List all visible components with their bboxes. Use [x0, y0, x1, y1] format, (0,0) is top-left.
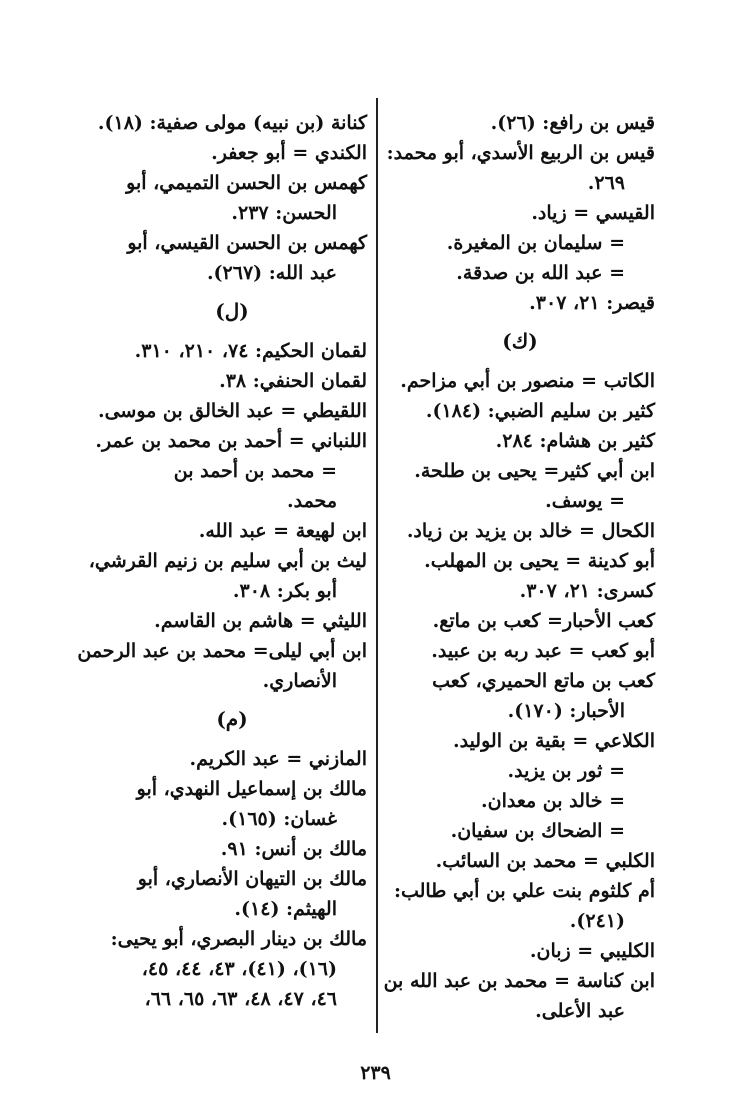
index-entry-continuation: (٢٤١).: [569, 910, 625, 932]
index-entry: ابن لهيعة = عبد الله.: [198, 520, 367, 542]
index-entry-continuation: = الضحاك بن سفيان.: [450, 820, 625, 842]
index-entry: المازني = عبد الكريم.: [189, 748, 367, 770]
index-entry-continuation: غسان: (١٦٥).: [221, 808, 337, 830]
index-column-left: [77, 108, 367, 1014]
index-entry: كسرى: ٢١، ٣٠٧.: [519, 580, 655, 602]
index-entry: كهمس بن الحسن التميمي، أبو: [126, 172, 367, 194]
index-entry: الكحال = خالد بن يزيد بن زياد.: [406, 520, 655, 542]
index-entry-continuation: ٢٦٩.: [587, 172, 625, 194]
index-entry: اللنباني = أحمد بن محمد بن عمر.: [95, 430, 367, 452]
index-entry-continuation: الهيثم: (١٤).: [234, 898, 337, 920]
index-entry: ابن كناسة = محمد بن عبد الله بن: [383, 970, 655, 992]
section-heading-kaf: (ك): [502, 329, 538, 353]
index-entry: أبو كعب = عبد ربه بن عبيد.: [431, 640, 655, 662]
index-entry: ابن أبي كثير= يحيى بن طلحة.: [414, 460, 655, 482]
index-entry: قيس بن رافع: (٢٦).: [490, 112, 655, 134]
index-entry-continuation: (١٦)، (٤١)، ٤٣، ٤٤، ٤٥،: [141, 958, 337, 980]
index-entry: كعب الأحبار= كعب بن ماتع.: [432, 610, 655, 632]
column-divider: [376, 98, 378, 1033]
section-heading-lam: (ل): [215, 299, 249, 323]
index-entry-continuation: = عبد الله بن صدقة.: [456, 262, 625, 284]
index-entry-continuation: الأنصاري.: [262, 670, 337, 692]
index-entry: ليث بن أبي سليم بن زنيم القرشي،: [88, 550, 367, 572]
index-entry: مالك بن إسماعيل النهدي، أبو: [136, 778, 367, 800]
index-entry-continuation: = خالد بن معدان.: [481, 790, 625, 812]
index-entry-continuation: = يوسف.: [545, 490, 625, 512]
index-entry: ابن أبي ليلى= محمد بن عبد الرحمن: [77, 640, 367, 662]
index-column-right: [385, 108, 655, 1026]
index-entry-continuation: = محمد بن أحمد بن: [173, 460, 337, 482]
section-heading-mim: (م): [216, 707, 248, 731]
index-entry: كثير بن سليم الضبي: (١٨٤).: [425, 400, 655, 422]
index-entry: القيسي = زياد.: [531, 202, 655, 224]
index-entry-continuation: الحسن: ٢٣٧.: [231, 202, 337, 224]
index-entry: الكلبي = محمد بن السائب.: [435, 850, 655, 872]
index-entry-continuation: ٤٦، ٤٧، ٤٨، ٦٣، ٦٥، ٦٦،: [144, 988, 337, 1010]
index-entry-continuation: عبد الأعلى.: [535, 1000, 625, 1022]
index-entry: لقمان الحكيم: ٧٤، ٢١٠، ٣١٠.: [134, 340, 367, 362]
index-entry-continuation: = ثور بن يزيد.: [507, 760, 625, 782]
index-entry-continuation: = سليمان بن المغيرة.: [446, 232, 625, 254]
index-entry: كعب بن ماتع الحميري، كعب: [432, 670, 655, 692]
index-entry: الليثي = هاشم بن القاسم.: [154, 610, 367, 632]
index-entry: لقمان الحنفي: ٣٨.: [219, 370, 367, 392]
page-number: ٢٣٩: [360, 1062, 391, 1084]
index-entry: كهمس بن الحسن القيسي، أبو: [127, 232, 367, 254]
index-entry: الكلاعي = بقية بن الوليد.: [452, 730, 655, 752]
index-entry: أبو كدينة = يحيى بن المهلب.: [424, 550, 655, 572]
index-entry: كنانة (بن نبيه) مولى صفية: (١٨).: [97, 112, 367, 134]
index-entry: الكليبي = زبان.: [529, 940, 655, 962]
index-entry: قيس بن الربيع الأسدي، أبو محمد:: [386, 142, 655, 164]
index-entry-continuation: الأحبار: (١٧٠).: [507, 700, 625, 722]
index-entry: مالك بن أنس: ٩١.: [220, 838, 367, 860]
index-entry: اللقيطي = عبد الخالق بن موسى.: [97, 400, 367, 422]
index-entry-continuation: محمد.: [286, 490, 337, 512]
index-entry: الكاتب = منصور بن أبي مزاحم.: [400, 370, 655, 392]
index-entry: الكندي = أبو جعفر.: [211, 142, 367, 164]
index-entry-continuation: أبو بكر: ٣٠٨.: [232, 580, 337, 602]
index-entry-continuation: عبد الله: (٢٦٧).: [206, 262, 337, 284]
index-entry: أم كلثوم بنت علي بن أبي طالب:: [393, 880, 655, 902]
index-entry: قيصر: ٢١، ٣٠٧.: [529, 292, 655, 314]
index-entry: مالك بن التيهان الأنصاري، أبو: [137, 868, 367, 890]
index-entry: مالك بن دينار البصري، أبو يحيى:: [110, 928, 367, 950]
index-entry: كثير بن هشام: ٢٨٤.: [495, 430, 655, 452]
